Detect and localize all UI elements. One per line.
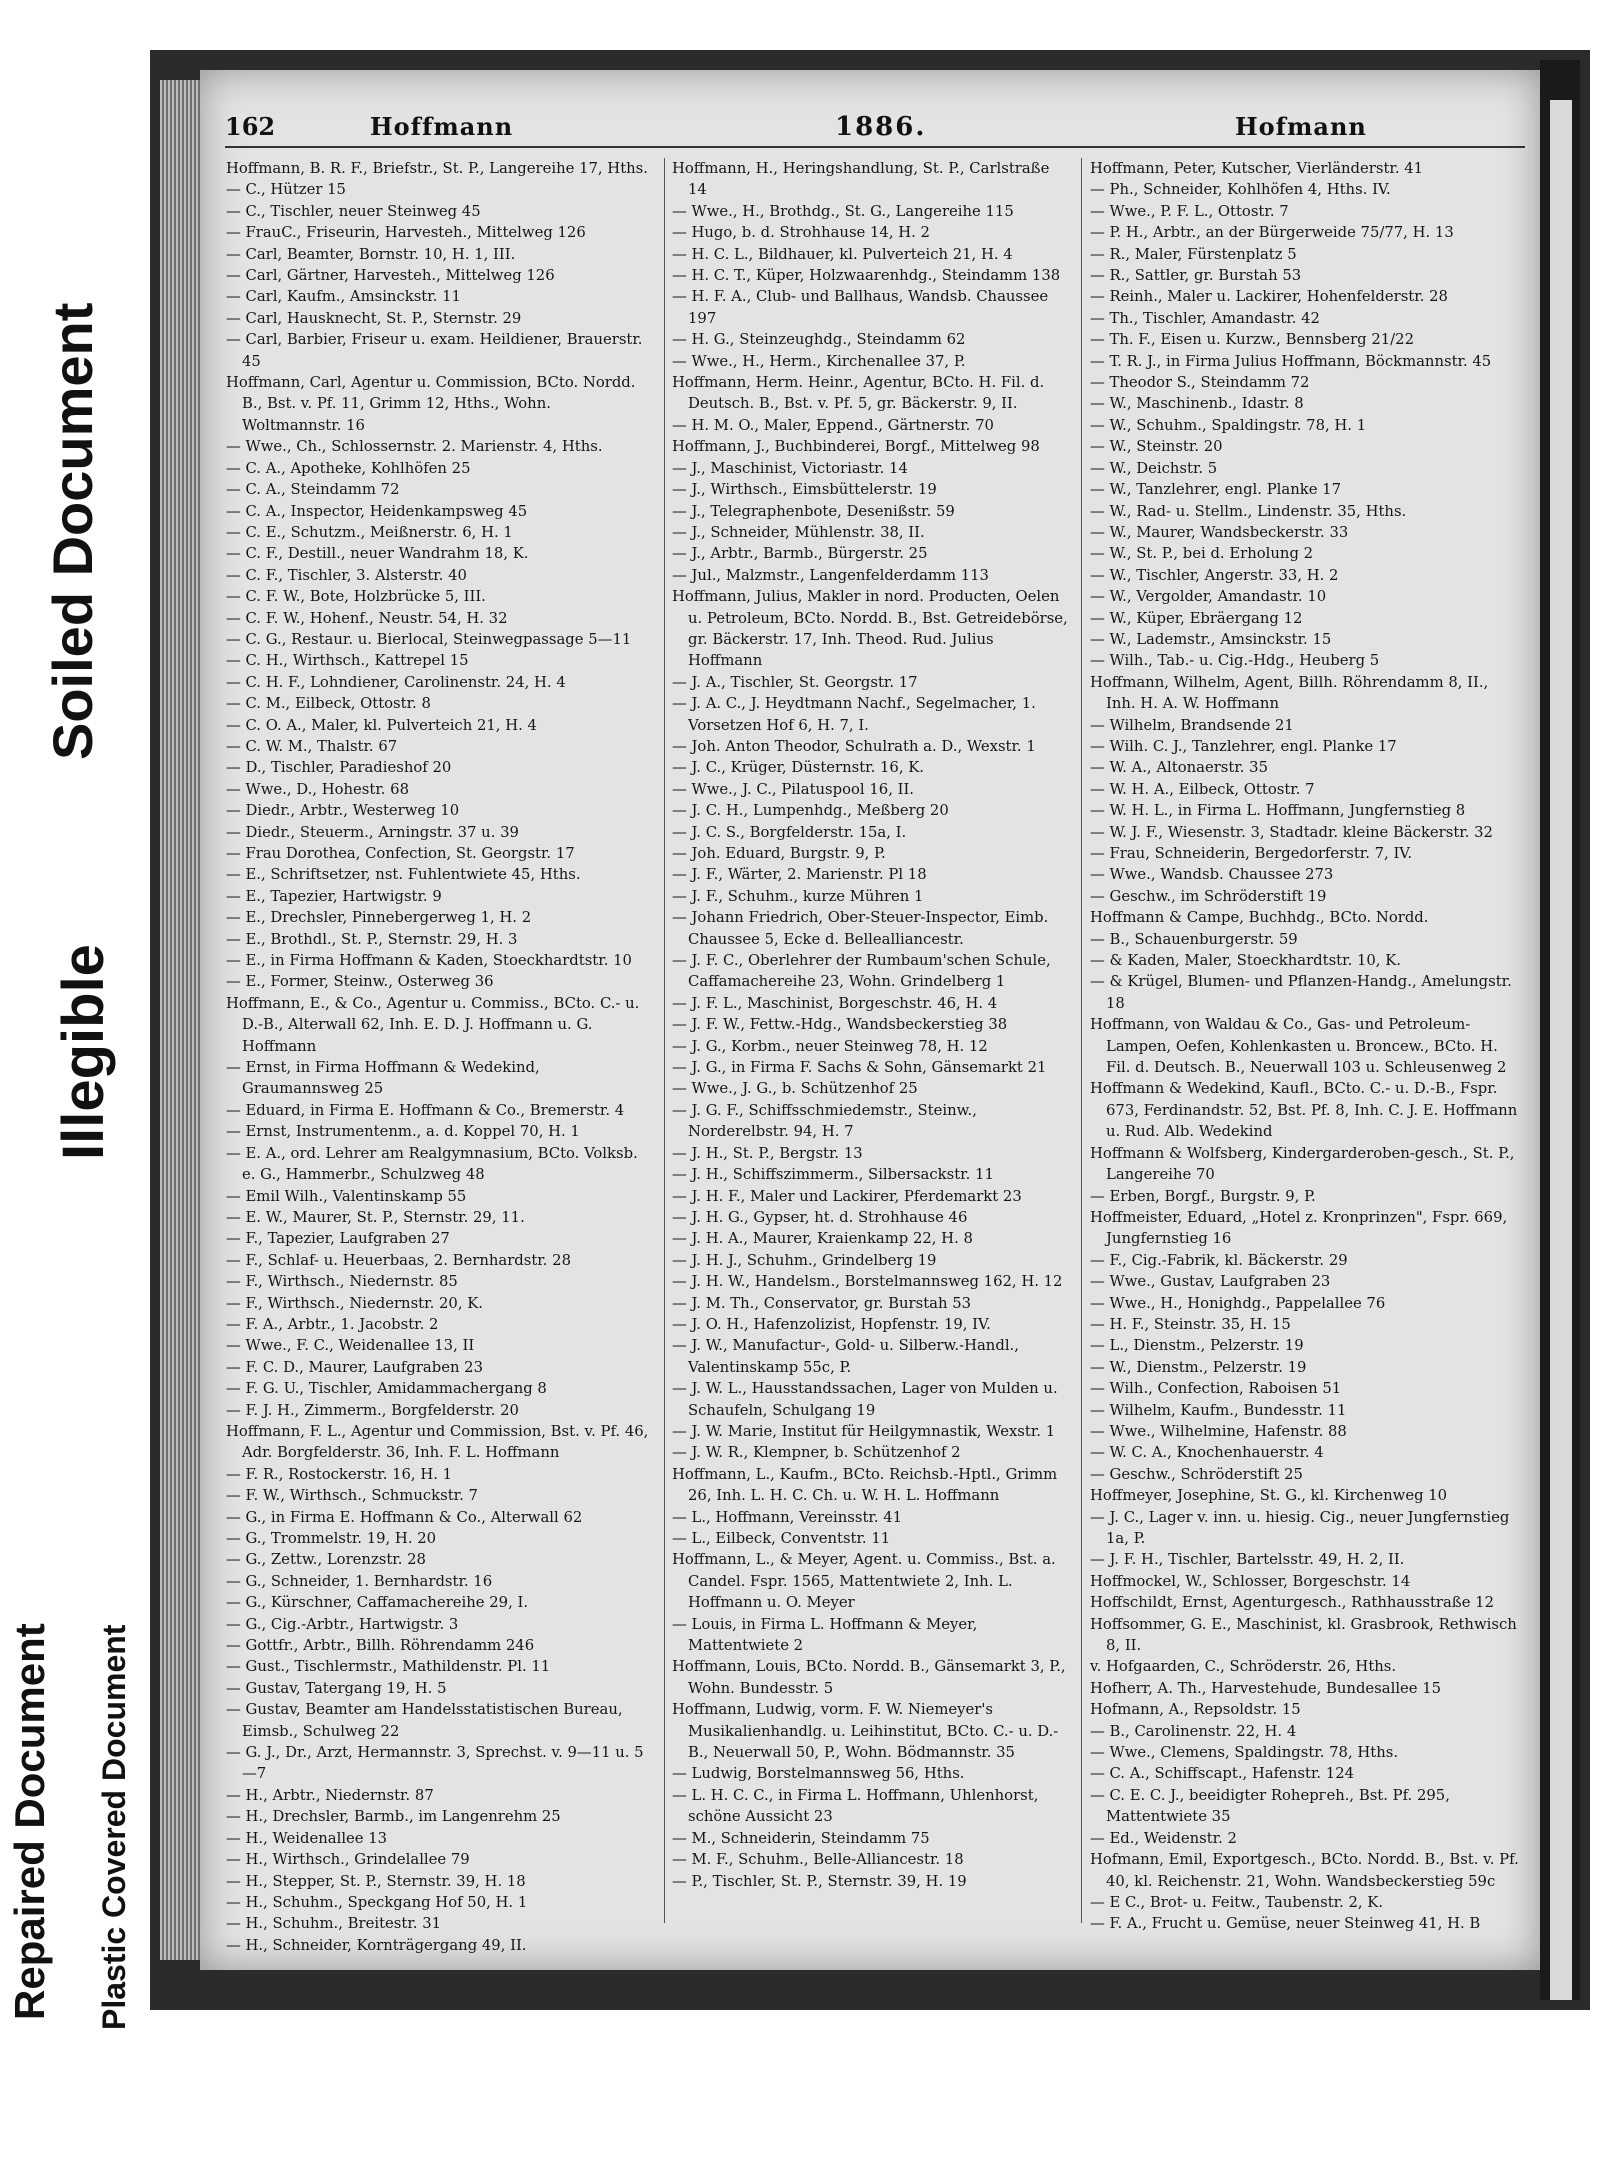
directory-entry: — Jul., Malzmstr., Langenfelderdamm 113 xyxy=(672,566,989,584)
directory-entry: Hoffschildt, Ernst, Agenturgesch., Rathhausstraße 12 xyxy=(1090,1594,1494,1612)
directory-entry: — H. C. T., Küper, Holzwaarenhdg., Steindamm 138 xyxy=(672,267,1061,285)
directory-entry: — Louis, in Firma L. Hoffmann & Meyer, Mattentwiete 2 xyxy=(672,1615,978,1655)
directory-entry: — M., Schneiderin, Steindamm 75 xyxy=(672,1829,930,1847)
directory-entry: — C. E., Schutzm., Meißnerstr. 6, H. 1 xyxy=(226,523,513,541)
directory-entry: — G. J., Dr., Arzt, Hermannstr. 3, Sprechst. v. 9—11 u. 5—7 xyxy=(226,1744,644,1783)
directory-entry: Hoffmann, Peter, Kutscher, Vierländerstr. 41 xyxy=(1090,160,1424,177)
directory-entry: — M. F., Schuhm., Belle-Alliancestr. 18 xyxy=(672,1851,964,1869)
directory-entry: — C. O. A., Maler, kl. Pulverteich 21, H. 4 xyxy=(226,716,537,734)
directory-entry: — W. H. A., Eilbeck, Ottostr. 7 xyxy=(1090,780,1315,798)
directory-entry: — J. G., in Firma F. Sachs & Sohn, Gänsemarkt 21 xyxy=(672,1059,1047,1077)
directory-entry: — Wwe., J. C., Pilatuspool 16, II. xyxy=(672,780,915,798)
directory-column-1 xyxy=(226,158,650,1954)
directory-entry: — Wwe., H., Brothdg., St. G., Langereihe 115 xyxy=(672,202,1014,220)
directory-entry: — C. A., Schiffscapt., Hafenstr. 124 xyxy=(1090,1765,1355,1783)
directory-entry: — Hugo, b. d. Strohhause 14, H. 2 xyxy=(672,224,930,242)
directory-entry: — C. F., Tischler, 3. Alsterstr. 40 xyxy=(226,566,467,584)
directory-entry: — F., Schlaf- u. Heuerbaas, 2. Bernhardstr. 28 xyxy=(226,1251,571,1269)
directory-entry: — Wwe., Clemens, Spaldingstr. 78, Hths. xyxy=(1090,1744,1399,1762)
directory-entry: — C. F. W., Bote, Holzbrücke 5, III. xyxy=(226,588,486,606)
directory-entry: Hoffmann, F. L., Agentur und Commission, Bst. v. Pf. 46, Adr. Borgfelderstr. 36, Inh. F. L. Hoffmann xyxy=(226,1422,649,1462)
directory-entry: — E., Brothdl., St. P., Sternstr. 29, H. 3 xyxy=(226,930,518,948)
directory-entry: — W., Vergolder, Amandastr. 10 xyxy=(1090,588,1327,606)
directory-entry: — W., Steinstr. 20 xyxy=(1090,438,1223,456)
directory-entry: — G., Zettw., Lorenzstr. 28 xyxy=(226,1551,426,1569)
directory-column-3 xyxy=(1090,158,1522,1933)
directory-entry: — J., Maschinist, Victoriastr. 14 xyxy=(672,459,908,477)
directory-entry: — E C., Brot- u. Feitw., Taubenstr. 2, K. xyxy=(1090,1893,1384,1911)
directory-entry: — G., Schneider, 1. Bernhardstr. 16 xyxy=(226,1572,493,1590)
directory-entry: — Wwe., H., Herm., Kirchenallee 37, P. xyxy=(672,352,966,370)
directory-entry: — W., Maschinenb., Idastr. 8 xyxy=(1090,395,1304,413)
directory-entry: — J. C. H., Lumpenhdg., Meßberg 20 xyxy=(672,802,949,820)
left-running-head: Hoffmann xyxy=(370,112,514,141)
directory-entry: — Wwe., H., Honighdg., Pappelallee 76 xyxy=(1090,1294,1386,1312)
directory-entry: — L. H. C. C., in Firma L. Hoffmann, Uhlenhorst, schöne Aussicht 23 xyxy=(672,1786,1039,1826)
directory-entry: — F., Wirthsch., Niedernstr. 20, K. xyxy=(226,1294,483,1312)
directory-entry: — Diedr., Arbtr., Westerweg 10 xyxy=(226,802,460,820)
directory-entry: — Gustav, Tatergang 19, H. 5 xyxy=(226,1679,447,1697)
directory-entry: — C. W. M., Thalstr. 67 xyxy=(226,737,398,755)
directory-entry: — F. G. U., Tischler, Amidammachergang 8 xyxy=(226,1380,547,1398)
directory-entry: — J. O. H., Hafenzolizist, Hopfenstr. 19, IV. xyxy=(672,1315,991,1333)
illegible-label: Illegible xyxy=(51,944,116,1160)
directory-entry: — G., in Firma E. Hoffmann & Co., Alterwall 62 xyxy=(226,1508,583,1526)
directory-entry: — J., Schneider, Mühlenstr. 38, II. xyxy=(672,523,925,541)
directory-entry: — & Kaden, Maler, Stoeckhardtstr. 10, K. xyxy=(1090,952,1401,970)
directory-entry: — C. G., Restaur. u. Bierlocal, Steinwegpassage 5—11 xyxy=(226,630,632,648)
directory-entry: Hoffmeyer, Josephine, St. G., kl. Kirchenweg 10 xyxy=(1090,1487,1448,1505)
page-number: 162 xyxy=(225,112,276,141)
directory-entry: — J. H. J., Schuhm., Grindelberg 19 xyxy=(672,1251,937,1269)
directory-entry: — H., Schuhm., Breitestr. 31 xyxy=(226,1915,442,1933)
directory-entry: — W. H. L., in Firma L. Hoffmann, Jungfernstieg 8 xyxy=(1090,802,1466,820)
directory-entry: — B., Carolinenstr. 22, H. 4 xyxy=(1090,1722,1297,1740)
directory-entry: — Erben, Borgf., Burgstr. 9, P. xyxy=(1090,1187,1316,1205)
directory-entry: Hofmann, Emil, Exportgesch., BCto. Nordd. B., Bst. v. Pf. 40, kl. Reichenstr. 21, Wohn. Wandsbeckerstieg 59c xyxy=(1090,1851,1519,1890)
directory-entry: — Th., Tischler, Amandastr. 42 xyxy=(1090,309,1320,327)
directory-entry: Hoffmeister, Eduard, „Hotel z. Kronprinzen", Fspr. 669, Jungfernstieg 16 xyxy=(1090,1208,1508,1248)
directory-entry: — FrauC., Friseurin, Harvestеh., Mittelweg 126 xyxy=(226,224,586,242)
directory-entry: — C. A., Steindamm 72 xyxy=(226,481,400,499)
directory-entry: — H., Schneider, Kornträgergang 49, II. xyxy=(226,1936,527,1954)
directory-entry: — C. A., Apotheke, Kohlhöfen 25 xyxy=(226,459,471,477)
directory-entry: — W., St. P., bei d. Erholung 2 xyxy=(1090,545,1314,563)
directory-entry: v. Hofgaarden, C., Schröderstr. 26, Hths. xyxy=(1090,1658,1397,1676)
directory-entry: — J. F. H., Tischler, Bartelsstr. 49, H. 2, II. xyxy=(1090,1551,1405,1569)
directory-entry: — Wwe., Gustav, Laufgraben 23 xyxy=(1090,1273,1331,1291)
directory-entry: — R., Sattler, gr. Burstah 53 xyxy=(1090,267,1302,285)
directory-entry: — J., Arbtr., Barmb., Bürgerstr. 25 xyxy=(672,545,928,563)
directory-entry: Hoffmann, H., Heringshandlung, St. P., Carlstraße 14 xyxy=(672,160,1050,199)
directory-entry: — E., Tapezier, Hartwigstr. 9 xyxy=(226,887,442,905)
directory-entry: — Wilhelm, Brandsende 21 xyxy=(1090,716,1294,734)
directory-entry: — W., Dienstm., Pelzerstr. 19 xyxy=(1090,1358,1307,1376)
directory-entry: — H., Weidenallee 13 xyxy=(226,1829,388,1847)
directory-entry: — F. C. D., Maurer, Laufgraben 23 xyxy=(226,1358,484,1376)
directory-entry: — Wilh., Tab.- u. Cig.-Hdg., Heuberg 5 xyxy=(1090,652,1380,670)
directory-entry: — J. W. R., Klempner, b. Schützenhof 2 xyxy=(672,1444,961,1462)
directory-entry: — J. H. A., Maurer, Kraienkamp 22, H. 8 xyxy=(672,1230,973,1248)
directory-entry: — T. R. J., in Firma Julius Hoffmann, Böckmannstr. 45 xyxy=(1090,352,1492,370)
directory-entry: — C. H. F., Lohndiener, Carolinenstr. 24, H. 4 xyxy=(226,673,566,691)
directory-entry: Hoffmann, B. R. F., Briefstr., St. P., Langereihe 17, Hths. xyxy=(226,160,648,177)
directory-entry: — C. H., Wirthsch., Kattrepel 15 xyxy=(226,652,469,670)
directory-entry: — Joh. Anton Theodor, Schulrath a. D., Wexstr. 1 xyxy=(672,737,1036,755)
directory-entry: — W., Tischler, Angerstr. 33, H. 2 xyxy=(1090,566,1339,584)
directory-entry: — J. A., Tischler, St. Georgstr. 17 xyxy=(672,673,918,691)
directory-entry: — Ludwig, Borstelmannsweg 56, Hths. xyxy=(672,1765,965,1783)
directory-entry: — Diedr., Steuerm., Arningstr. 37 u. 39 xyxy=(226,823,519,841)
directory-entry: — F., Cig.-Fabrik, kl. Bäckerstr. 29 xyxy=(1090,1251,1348,1269)
directory-entry: — J. H. F., Maler und Lackirer, Pferdemarkt 23 xyxy=(672,1187,1022,1205)
directory-entry: — C., Tischler, neuer Steinweg 45 xyxy=(226,202,481,220)
directory-entry: — H., Stepper, St. P., Sternstr. 39, H. 18 xyxy=(226,1872,526,1890)
directory-entry: — L., Dienstm., Pelzerstr. 19 xyxy=(1090,1337,1304,1355)
directory-entry: — B., Schauenburgerstr. 59 xyxy=(1090,930,1298,948)
directory-entry: — Reinh., Maler u. Lackirer, Hohenfelderstr. 28 xyxy=(1090,288,1448,306)
directory-entry: — Ernst, Instrumentenm., a. d. Koppel 70, H. 1 xyxy=(226,1123,580,1141)
directory-entry: — W. C. A., Knochenhauerstr. 4 xyxy=(1090,1444,1324,1462)
directory-entry: — Wilhelm, Kaufm., Bundesstr. 11 xyxy=(1090,1401,1347,1419)
directory-entry: Hoffmann, E., & Co., Agentur u. Commiss., BCto. C.- u. D.-B., Alterwall 62, Inh. E. D. J. Hoffmann u. G. Hoffmann xyxy=(226,994,640,1055)
directory-entry: Hoffmann, Julius, Makler in nord. Producten, Oelen u. Petroleum, BCto. Nordd. B., Bst. Getreidebörse, gr. Bäckerstr. 17, Inh. Theod. Rud. Julius Hoffmann xyxy=(672,588,1068,670)
page-edge-stack xyxy=(160,80,200,1960)
directory-entry: — Carl, Gärtner, Harvesteh., Mittelweg 126 xyxy=(226,267,555,285)
directory-entry: Hoffmann, von Waldau & Co., Gas- und Petroleum-Lampen, Oefen, Kohlenkasten u. Broncew., BCto. H. Fil. d. Deutsch. B., Neuerwall 103 u. Schleusenweg 2 xyxy=(1090,1016,1507,1077)
directory-entry: — Emil Wilh., Valentinskamp 55 xyxy=(226,1187,467,1205)
plastic-covered-label: Plastic Covered Document xyxy=(96,1624,132,2030)
directory-entry: — J. H., Schiffszimmerm., Silbersackstr. 11 xyxy=(672,1166,994,1184)
directory-entry: — W., Maurer, Wandsbeckerstr. 33 xyxy=(1090,523,1349,541)
directory-entry: — Wilh. C. J., Tanzlehrer, engl. Planke 17 xyxy=(1090,737,1397,755)
directory-entry: — J. W., Manufactur-, Gold- u. Silberw.-Handl., Valentinskamp 55c, P. xyxy=(672,1337,1019,1376)
directory-entry: — & Krügel, Blumen- und Pflanzen-Handg., Amelungstr. 18 xyxy=(1090,973,1512,1012)
right-binding-strip xyxy=(1540,60,1580,2000)
directory-entry: — F. W., Wirthsch., Schmuckstr. 7 xyxy=(226,1487,478,1505)
directory-entry: — H. M. O., Maler, Eppend., Gärtnerstr. 70 xyxy=(672,416,994,434)
directory-entry: Hoffmann, L., Kaufm., BCto. Reichsb.-Hptl., Grimm 26, Inh. L. H. C. Ch. u. W. H. L. Hoffmann xyxy=(672,1465,1058,1505)
directory-entry: Hoffmann, Louis, BCto. Nordd. B., Gänsemarkt 3, P., Wohn. Bundesstr. 5 xyxy=(672,1658,1066,1697)
header-rule xyxy=(225,146,1525,148)
directory-entry: — J. F. W., Fettw.-Hdg., Wandsbeckerstieg 38 xyxy=(672,1016,1008,1034)
directory-entry: — C. M., Eilbeck, Ottostr. 8 xyxy=(226,695,431,713)
right-running-head: Hofmann xyxy=(1235,112,1367,141)
directory-entry: — C. A., Inspector, Heidenkampsweg 45 xyxy=(226,502,528,520)
directory-entry: — J. C., Lager v. inn. u. hiesig. Cig., neuer Jungfernstieg 1a, P. xyxy=(1090,1508,1510,1547)
directory-entry: — Wwe., J. G., b. Schützenhof 25 xyxy=(672,1080,918,1098)
directory-entry: — Gottfr., Arbtr., Billh. Röhrendamm 246 xyxy=(226,1637,535,1655)
directory-entry: — G., Trommelstr. 19, H. 20 xyxy=(226,1530,437,1547)
directory-entry: — F. R., Rostockerstr. 16, H. 1 xyxy=(226,1465,453,1483)
directory-entry: — Gustav, Beamter am Handelsstatistischen Bureau, Eimsb., Schulweg 22 xyxy=(226,1701,623,1740)
column-divider xyxy=(1081,158,1082,1923)
directory-entry: — Carl, Beamter, Bornstr. 10, H. 1, III. xyxy=(226,245,516,263)
directory-entry: Hoffmockel, W., Schlosser, Borgeschstr. 14 xyxy=(1090,1572,1411,1590)
directory-entry: — J. F., Schuhm., kurze Mühren 1 xyxy=(672,887,924,905)
directory-entry: — J. C., Krüger, Düsternstr. 16, K. xyxy=(672,759,925,777)
directory-entry: — J. H. G., Gypser, ht. d. Strohhause 46 xyxy=(672,1208,968,1226)
directory-column-2 xyxy=(672,158,1068,1923)
directory-entry: — Eduard, in Firma E. Hoffmann & Co., Bremerstr. 4 xyxy=(226,1101,625,1119)
page-header xyxy=(225,112,1525,148)
directory-entry: — H., Arbtr., Niedernstr. 87 xyxy=(226,1786,434,1804)
directory-entry: — W., Tanzlehrer, engl. Planke 17 xyxy=(1090,481,1341,499)
directory-entry: — Wwe., Ch., Schlossernstr. 2. Marienstr. 4, Hths. xyxy=(226,438,603,456)
directory-entry: — D., Tischler, Paradieshof 20 xyxy=(226,759,452,777)
directory-entry: — H. C. L., Bildhauer, kl. Pulverteich 21, H. 4 xyxy=(672,245,1013,263)
directory-entry: — Geschw., Schröderstift 25 xyxy=(1090,1465,1303,1483)
directory-entry: — J. W. L., Hausstandssachen, Lager von Mulden u. Schaufeln, Schulgang 19 xyxy=(672,1380,1058,1419)
directory-entry: — E. A., ord. Lehrer am Realgymnasium, BCto. Volksb. e. G., Hammerbr., Schulzweg 48 xyxy=(226,1144,638,1184)
directory-entry: Hoffmann, Herm. Heinr., Agentur, BCto. H. Fil. d. Deutsch. B., Bst. v. Pf. 5, gr. Bäckerstr. 9, II. xyxy=(672,374,1045,413)
directory-entry: — Frau, Schneiderin, Bergedorferstr. 7, IV. xyxy=(1090,845,1413,862)
directory-entry: — J., Wirthsch., Eimsbüttelerstr. 19 xyxy=(672,481,937,499)
directory-entry: — W., Schuhm., Spaldingstr. 78, H. 1 xyxy=(1090,416,1367,434)
directory-entry: — L., Eilbeck, Conventstr. 11 xyxy=(672,1530,891,1547)
directory-entry: — Carl, Hausknecht, St. P., Sternstr. 29 xyxy=(226,309,522,327)
directory-entry: — J. G. F., Schiffsschmiedemstr., Steinw., Norderelbstr. 94, H. 7 xyxy=(672,1101,977,1141)
directory-entry: — H. F. A., Club- und Ballhaus, Wandsb. Chaussee 197 xyxy=(672,288,1049,327)
directory-entry: — Wwe., P. F. L., Ottostr. 7 xyxy=(1090,202,1289,220)
directory-entry: — C. F., Destill., neuer Wandrahm 18, K. xyxy=(226,545,529,563)
directory-entry: — Wwe., Wandsb. Chaussee 273 xyxy=(1090,866,1334,884)
directory-entry: — J. F., Wärter, 2. Marienstr. Pl 18 xyxy=(672,866,927,884)
directory-entry: — H., Drechsler, Barmb., im Langenrehm 25 xyxy=(226,1808,561,1826)
directory-entry: — F. A., Frucht u. Gemüse, neuer Steinweg 41, H. B xyxy=(1090,1915,1481,1933)
directory-entry: Hoffmann, Ludwig, vorm. F. W. Niemeyer's Musikalienhandlg. u. Leihinstitut, BCto. C.- u. D.-B., Neuerwall 50, P., Wohn. Bödmannstr. 35 xyxy=(672,1701,1059,1762)
soiled-document-label: Soiled Document xyxy=(41,302,104,760)
directory-entry: — E., Former, Steinw., Osterweg 36 xyxy=(226,973,494,991)
repaired-document-label: Repaired Document xyxy=(6,1623,53,2020)
directory-entry: — Johann Friedrich, Ober-Steuer-Inspector, Eimb. Chaussee 5, Ecke d. Bellealliancestr. xyxy=(672,909,1049,948)
directory-entry: — E., Schriftsetzer, nst. Fuhlentwiete 45, Hths. xyxy=(226,866,581,884)
directory-entry: — E., in Firma Hoffmann & Kaden, Stoeckhardtstr. 10 xyxy=(226,952,632,970)
directory-entry: Hofherr, A. Th., Harvestehude, Bundesallee 15 xyxy=(1090,1679,1442,1697)
column-divider xyxy=(664,158,665,1923)
directory-entry: — J. W. Marie, Institut für Heilgymnastik, Wexstr. 1 xyxy=(672,1422,1056,1440)
directory-entry: — Theodor S., Steindamm 72 xyxy=(1090,374,1310,392)
directory-entry: — J. G., Korbm., neuer Steinweg 78, H. 12 xyxy=(672,1037,988,1055)
directory-entry: Hoffmann & Wolfsberg, Kindergarderoben-gesch., St. P., Langereihe 70 xyxy=(1090,1144,1515,1184)
directory-entry: — G., Cig.-Arbtr., Hartwigstr. 3 xyxy=(226,1615,459,1633)
directory-entry: — Gust., Tischlermstr., Mathildenstr. Pl. 11 xyxy=(226,1658,551,1676)
directory-entry: — W. J. F., Wiesenstr. 3, Stadtadr. kleine Bäckerstr. 32 xyxy=(1090,823,1493,841)
directory-entry: — J. H., St. P., Bergstr. 13 xyxy=(672,1144,863,1162)
directory-entry: — Ph., Schneider, Kohlhöfen 4, Hths. IV. xyxy=(1090,181,1391,199)
directory-entry: — H., Wirthsch., Grindelallee 79 xyxy=(226,1851,470,1869)
directory-entry: — Carl, Kaufm., Amsinckstr. 11 xyxy=(226,288,461,306)
directory-entry: — Joh. Eduard, Burgstr. 9, P. xyxy=(672,845,886,862)
directory-entry: — H. F., Steinstr. 35, H. 15 xyxy=(1090,1315,1291,1333)
directory-entry: — F., Tapezier, Laufgraben 27 xyxy=(226,1230,450,1248)
directory-entry: — J. M. Th., Conservator, gr. Burstah 53 xyxy=(672,1294,972,1312)
directory-entry: — F. A., Arbtr., 1. Jacobstr. 2 xyxy=(226,1315,439,1333)
directory-entry: Hoffmann, J., Buchbinderei, Borgf., Mittelweg 98 xyxy=(672,438,1040,456)
directory-entry: — W., Küper, Ebräergang 12 xyxy=(1090,609,1303,627)
directory-entry: Hoffmann & Campe, Buchhdg., BCto. Nordd. xyxy=(1090,909,1429,927)
directory-entry: — J. A. C., J. Heydtmann Nachf., Segelmacher, 1. Vorsetzen Hof 6, H. 7, I. xyxy=(672,695,1036,734)
directory-entry: — Wilh., Confection, Raboisen 51 xyxy=(1090,1380,1342,1398)
directory-entry: — Geschw., im Schröderstift 19 xyxy=(1090,887,1327,905)
directory-entry: — J. F. L., Maschinist, Borgeschstr. 46, H. 4 xyxy=(672,994,998,1012)
directory-entry: — G., Kürschner, Caffamachereihe 29, I. xyxy=(226,1594,529,1612)
directory-entry: Hoffmann, Wilhelm, Agent, Billh. Röhrendamm 8, II., Inh. H. A. W. Hoffmann xyxy=(1090,673,1489,713)
directory-entry: — E. W., Maurer, St. P., Sternstr. 29, 11. xyxy=(226,1208,525,1226)
directory-entry: — C. F. W., Hohenf., Neustr. 54, H. 32 xyxy=(226,609,508,627)
directory-entry: — Wwe., D., Hohestr. 68 xyxy=(226,780,410,798)
directory-entry: — Wwe., F. C., Weidenallee 13, II xyxy=(226,1337,475,1355)
directory-entry: — J. C. S., Borgfelderstr. 15a, I. xyxy=(672,823,907,841)
page-year: 1886. xyxy=(835,112,927,142)
directory-entry: — P., Tischler, St. P., Sternstr. 39, H. 19 xyxy=(672,1872,967,1890)
directory-entry: — P. H., Arbtr., an der Bürgerweide 75/77, H. 13 xyxy=(1090,224,1454,242)
directory-entry: — W., Rad- u. Stellm., Lindenstr. 35, Hths. xyxy=(1090,502,1407,520)
directory-entry: — R., Maler, Fürstenplatz 5 xyxy=(1090,245,1297,263)
directory-entry: — F. J. H., Zimmerm., Borgfelderstr. 20 xyxy=(226,1401,519,1419)
directory-entry: — J. H. W., Handelsm., Borstelmannsweg 162, H. 12 xyxy=(672,1273,1063,1291)
directory-entry: — H. G., Steinzeughdg., Steindamm 62 xyxy=(672,331,966,349)
directory-entry: Hoffmann, L., & Meyer, Agent. u. Commiss., Bst. a. Candel. Fspr. 1565, Mattentwiete 2, Inh. L. Hoffmann u. O. Meyer xyxy=(672,1551,1056,1612)
directory-entry: — W. A., Altonaerstr. 35 xyxy=(1090,759,1269,777)
directory-entry: — H., Schuhm., Speckgang Hof 50, H. 1 xyxy=(226,1893,528,1911)
directory-entry: — J., Telegraphenbote, Desenißstr. 59 xyxy=(672,502,955,520)
directory-entry: — J. F. C., Oberlehrer der Rumbaum'schen Schule, Caffamachereihe 23, Wohn. Grindelberg 1 xyxy=(672,952,1051,991)
directory-entry: Hoffmann & Wedekind, Kaufl., BCto. C.- u. D.-B., Fspr. 673, Ferdinandstr. 52, Bst. Pf. 8, Inh. C. J. E. Hoffmann u. Rud. Alb. Wedekind xyxy=(1090,1080,1518,1141)
directory-entry: Hofmann, A., Repsoldstr. 15 xyxy=(1090,1701,1301,1719)
directory-entry: — Ernst, in Firma Hoffmann & Wedekind, Graumannsweg 25 xyxy=(226,1059,540,1098)
directory-entry: — W., Lademstr., Amsinckstr. 15 xyxy=(1090,630,1332,648)
directory-entry: — E., Drechsler, Pinnebergerweg 1, H. 2 xyxy=(226,909,532,927)
directory-entry: Hoffmann, Carl, Agentur u. Commission, BCto. Nordd. B., Bst. v. Pf. 11, Grimm 12, Hths., Wohn. Woltmannstr. 16 xyxy=(226,374,636,434)
directory-entry: — F., Wirthsch., Niedernstr. 85 xyxy=(226,1273,458,1291)
directory-entry: — Wwe., Wilhelmine, Hafenstr. 88 xyxy=(1090,1422,1347,1440)
directory-entry: — Carl, Barbier, Friseur u. exam. Heildiener, Brauerstr. 45 xyxy=(226,331,643,370)
directory-entry: Hoffsommer, G. E., Maschinist, kl. Grasbrook, Rethwisch 8, II. xyxy=(1090,1615,1517,1655)
directory-entry: — C., Hützer 15 xyxy=(226,181,346,199)
directory-entry: — L., Hoffmann, Vereinsstr. 41 xyxy=(672,1508,903,1526)
directory-entry: — Frau Dorothea, Confection, St. Georgstr. 17 xyxy=(226,845,575,862)
directory-entry: — Th. F., Eisen u. Kurzw., Bennsberg 21/22 xyxy=(1090,331,1414,349)
directory-entry: — Ed., Weidenstr. 2 xyxy=(1090,1829,1237,1847)
directory-entry: — C. E. C. J., beeidigter Roheргeh., Bst. Pf. 295, Mattentwiete 35 xyxy=(1090,1786,1450,1826)
directory-entry: — W., Deichstr. 5 xyxy=(1090,459,1218,477)
